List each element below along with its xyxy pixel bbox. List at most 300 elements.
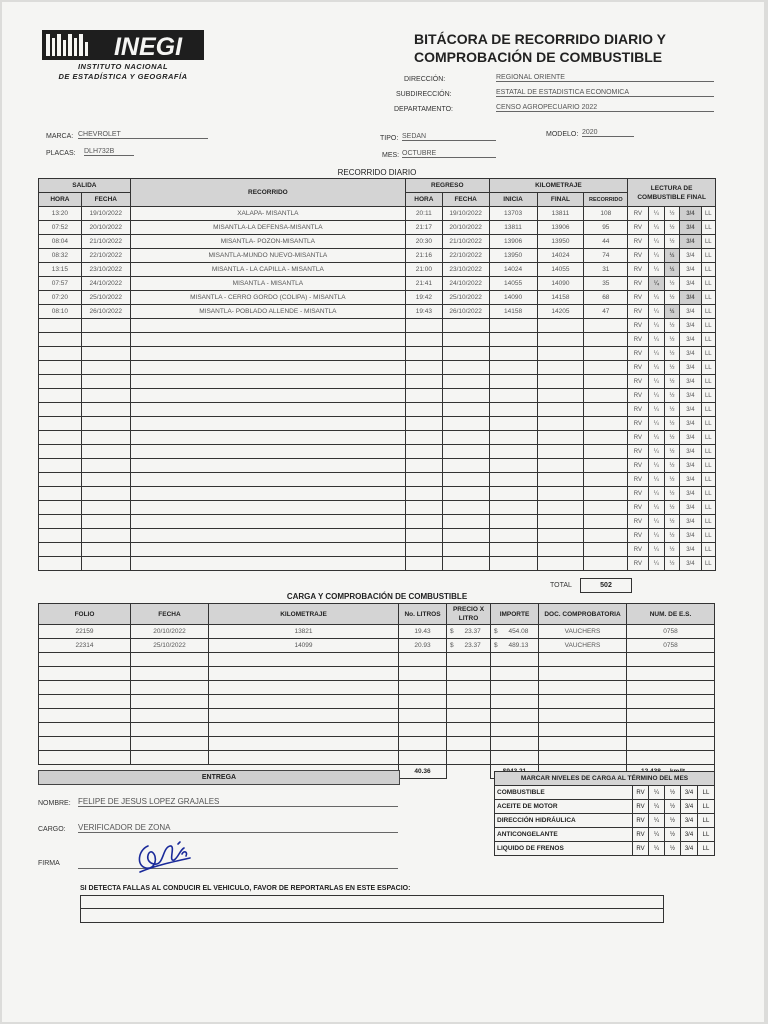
km-inicia	[489, 543, 537, 557]
salida-hora	[39, 515, 82, 529]
recorrido-row	[39, 249, 716, 263]
carga-doc	[539, 709, 627, 723]
regreso-header: REGRESO	[406, 179, 490, 193]
salida-fecha: 26/10/2022	[81, 305, 130, 319]
km-final	[537, 543, 584, 557]
nivel-option-2[interactable]: ½	[665, 814, 681, 828]
nivel-option-4[interactable]: LL	[698, 828, 715, 842]
nivel-option-2[interactable]: ½	[665, 842, 681, 856]
km-final: 14205	[537, 305, 584, 319]
carga-num-es	[627, 667, 715, 681]
subdireccion-label: SUBDIRECCIÓN:	[396, 91, 452, 98]
carga-importe: $ 489.13	[491, 639, 539, 653]
salida-hora: 07:57	[39, 277, 82, 291]
fuel-level-4: LL	[701, 235, 715, 249]
salida-fecha	[81, 487, 130, 501]
salida-hora	[39, 529, 82, 543]
nivel-row	[495, 828, 715, 842]
salida-fecha: 21/10/2022	[81, 235, 130, 249]
km-final	[537, 375, 584, 389]
carga-importe: $ 454.08	[491, 625, 539, 639]
salida-fecha: 20/10/2022	[81, 221, 130, 235]
fuel-level-3: 3/4	[680, 207, 701, 221]
km-inicia	[489, 417, 537, 431]
km-final	[537, 445, 584, 459]
km-recorrido	[584, 431, 628, 445]
salida-hora	[39, 473, 82, 487]
km-recorrido	[584, 361, 628, 375]
salida-hora: 13:15	[39, 263, 82, 277]
fuel-level-1: ¼	[648, 333, 664, 347]
fuel-level-3: 3/4	[680, 473, 701, 487]
fuel-level-2: ½	[664, 417, 679, 431]
regreso-fecha	[442, 557, 489, 571]
fuel-level-1: ¼	[648, 389, 664, 403]
salida-fecha	[81, 389, 130, 403]
km-recorrido	[584, 459, 628, 473]
fuel-level-2: ½	[664, 403, 679, 417]
carga-precio	[447, 653, 491, 667]
carga-fecha	[131, 737, 209, 751]
salida-fecha: 23/10/2022	[81, 263, 130, 277]
km-recorrido	[584, 473, 628, 487]
fuel-level-0: RV	[628, 347, 648, 361]
regreso-fecha	[442, 487, 489, 501]
km-recorrido	[584, 347, 628, 361]
fuel-level-2: ½	[664, 501, 679, 515]
carga-row	[39, 653, 715, 667]
fuel-level-4: LL	[701, 501, 715, 515]
recorrido-header: RECORRIDO	[130, 179, 405, 207]
nivel-option-1[interactable]: ¼	[649, 828, 665, 842]
recorrido-row	[39, 305, 716, 319]
carga-doc	[539, 667, 627, 681]
salida-hora	[39, 389, 82, 403]
recorrido-desc	[130, 333, 405, 347]
fuel-level-2: ½	[664, 305, 679, 319]
km-recorrido	[584, 445, 628, 459]
carga-litros	[399, 695, 447, 709]
salida-fecha	[81, 459, 130, 473]
nivel-option-1[interactable]: ¼	[649, 814, 665, 828]
regreso-fecha	[442, 431, 489, 445]
salida-fecha	[81, 473, 130, 487]
firma-line	[78, 868, 398, 869]
fuel-level-4: LL	[701, 277, 715, 291]
fuel-level-0: RV	[628, 361, 648, 375]
km-final	[537, 417, 584, 431]
fuel-level-3: 3/4	[680, 487, 701, 501]
regreso-hora	[406, 557, 443, 571]
fuel-level-2: ½	[664, 431, 679, 445]
regreso-fecha	[442, 347, 489, 361]
fuel-level-0: RV	[628, 487, 648, 501]
fuel-level-0: RV	[628, 333, 648, 347]
tipo-label: TIPO:	[380, 135, 399, 142]
cargo-value: VERIFICADOR DE ZONA	[78, 823, 398, 833]
fuel-level-0: RV	[628, 417, 648, 431]
regreso-fecha	[442, 501, 489, 515]
salida-fecha	[81, 445, 130, 459]
carga-doc	[539, 737, 627, 751]
fuel-level-4: LL	[701, 557, 715, 571]
km-recorrido	[584, 487, 628, 501]
km-recorrido: 108	[584, 207, 628, 221]
nivel-option-3[interactable]: 3/4	[681, 786, 698, 800]
regreso-fecha: 20/10/2022	[442, 221, 489, 235]
recorrido-desc	[130, 459, 405, 473]
fuel-level-0: RV	[628, 501, 648, 515]
carga-header-0: FOLIO	[39, 604, 131, 625]
fuel-level-0: RV	[628, 515, 648, 529]
form-page	[2, 2, 764, 1022]
fuel-level-1: ¼	[648, 277, 664, 291]
salida-fecha	[81, 375, 130, 389]
km-recorrido	[584, 319, 628, 333]
fallas-input[interactable]	[80, 895, 664, 923]
km-final	[537, 319, 584, 333]
regreso-fecha-header: FECHA	[442, 193, 489, 207]
salida-hora: 07:52	[39, 221, 82, 235]
salida-hora	[39, 319, 82, 333]
regreso-fecha: 25/10/2022	[442, 291, 489, 305]
fuel-level-1: ¼	[648, 249, 664, 263]
recorrido-desc: XALAPA- MISANTLA	[130, 207, 405, 221]
nivel-option-4[interactable]: LL	[698, 786, 715, 800]
fuel-level-1: ¼	[648, 459, 664, 473]
salida-hora	[39, 487, 82, 501]
km-inicia	[489, 319, 537, 333]
km-recorrido: 74	[584, 249, 628, 263]
regreso-fecha	[442, 389, 489, 403]
fuel-level-0: RV	[628, 221, 648, 235]
regreso-hora: 21:00	[406, 263, 443, 277]
recorrido-row	[39, 487, 716, 501]
salida-fecha	[81, 543, 130, 557]
nivel-option-1[interactable]: ¼	[649, 786, 665, 800]
km-final	[537, 333, 584, 347]
fuel-level-3: 3/4	[680, 557, 701, 571]
carga-num-es	[627, 751, 715, 765]
fuel-level-3: 3/4	[680, 347, 701, 361]
km-inicia	[489, 347, 537, 361]
km-final: 13811	[537, 207, 584, 221]
nivel-row	[495, 814, 715, 828]
carga-header-4: PRECIO X LITRO	[447, 604, 491, 625]
km-final	[537, 389, 584, 403]
kilometraje-header: KILOMETRAJE	[489, 179, 628, 193]
regreso-hora	[406, 487, 443, 501]
km-recorrido	[584, 501, 628, 515]
carga-precio: $ 23.37	[447, 625, 491, 639]
carga-importe	[491, 709, 539, 723]
salida-fecha	[81, 333, 130, 347]
fuel-level-1: ¼	[648, 515, 664, 529]
nivel-option-3[interactable]: 3/4	[681, 814, 698, 828]
carga-precio	[447, 695, 491, 709]
subdireccion-value: ESTATAL DE ESTADISTICA ECONOMICA	[496, 89, 714, 97]
carga-fecha	[131, 709, 209, 723]
carga-folio	[39, 681, 131, 695]
recorrido-row	[39, 361, 716, 375]
fuel-level-3: 3/4	[680, 249, 701, 263]
fuel-level-1: ¼	[648, 557, 664, 571]
carga-precio	[447, 723, 491, 737]
nivel-option-3[interactable]: 3/4	[681, 842, 698, 856]
nivel-option-2[interactable]: ½	[665, 828, 681, 842]
fuel-level-4: LL	[701, 543, 715, 557]
carga-precio	[447, 737, 491, 751]
nivel-option-0[interactable]: RV	[633, 814, 649, 828]
recorrido-row	[39, 529, 716, 543]
fuel-level-3: 3/4	[680, 277, 701, 291]
fuel-level-4: LL	[701, 445, 715, 459]
carga-kilometraje	[209, 695, 399, 709]
km-inicia	[489, 333, 537, 347]
nivel-option-0[interactable]: RV	[633, 800, 649, 814]
fuel-level-2: ½	[664, 487, 679, 501]
fuel-level-1: ¼	[648, 473, 664, 487]
recorrido-row	[39, 207, 716, 221]
carga-litros: 19.43	[399, 625, 447, 639]
fuel-level-3: 3/4	[680, 263, 701, 277]
fuel-level-1: ¼	[648, 417, 664, 431]
fuel-level-2: ½	[664, 277, 679, 291]
fuel-level-3: 3/4	[680, 543, 701, 557]
recorrido-km-header: RECORRIDO	[584, 193, 628, 207]
fuel-level-1: ¼	[648, 361, 664, 375]
recorrido-desc	[130, 529, 405, 543]
carga-fecha	[131, 751, 209, 765]
salida-hora: 07:20	[39, 291, 82, 305]
modelo-value: 2020	[582, 129, 634, 137]
nivel-option-1[interactable]: ¼	[649, 800, 665, 814]
km-inicia	[489, 515, 537, 529]
carga-fecha	[131, 681, 209, 695]
recorrido-desc	[130, 515, 405, 529]
carga-folio	[39, 667, 131, 681]
carga-kilometraje	[209, 667, 399, 681]
fuel-level-3: 3/4	[680, 361, 701, 375]
placas-value: DLH732B	[84, 148, 134, 156]
fuel-level-0: RV	[628, 403, 648, 417]
recorrido-desc	[130, 473, 405, 487]
km-final: 13906	[537, 221, 584, 235]
fuel-level-2: ½	[664, 515, 679, 529]
km-inicia	[489, 487, 537, 501]
carga-litros	[399, 653, 447, 667]
carga-doc	[539, 653, 627, 667]
fuel-level-2: ½	[664, 333, 679, 347]
form-title: BITÁCORA DE RECORRIDO DIARIO Y COMPROBACIÓN DE COMBUSTIBLE	[414, 31, 667, 65]
km-final	[537, 557, 584, 571]
marca-value: CHEVROLET	[78, 131, 208, 139]
carga-kilometraje: 13821	[209, 625, 399, 639]
carga-folio	[39, 751, 131, 765]
regreso-fecha: 19/10/2022	[442, 207, 489, 221]
modelo-label: MODELO:	[546, 131, 579, 138]
fuel-level-3: 3/4	[680, 235, 701, 249]
salida-hora	[39, 347, 82, 361]
nivel-option-3[interactable]: 3/4	[681, 800, 698, 814]
km-recorrido: 44	[584, 235, 628, 249]
fuel-level-4: LL	[701, 263, 715, 277]
regreso-hora: 20:11	[406, 207, 443, 221]
fuel-level-3: 3/4	[680, 445, 701, 459]
fuel-level-2: ½	[664, 347, 679, 361]
final-header: FINAL	[537, 193, 584, 207]
carga-importe	[491, 653, 539, 667]
carga-row	[39, 667, 715, 681]
carga-litros	[399, 737, 447, 751]
carga-litros	[399, 709, 447, 723]
fuel-level-4: LL	[701, 207, 715, 221]
salida-hora	[39, 557, 82, 571]
fuel-level-0: RV	[628, 235, 648, 249]
total-litros: 40.36	[399, 765, 447, 779]
institution-name: INSTITUTO NACIONAL DE ESTADÍSTICA Y GEOGRAFÍA	[58, 62, 188, 81]
fuel-level-4: LL	[701, 389, 715, 403]
carga-precio	[447, 681, 491, 695]
nivel-option-2[interactable]: ½	[665, 786, 681, 800]
regreso-fecha	[442, 333, 489, 347]
fuel-level-1: ¼	[648, 403, 664, 417]
km-recorrido	[584, 515, 628, 529]
recorrido-desc	[130, 557, 405, 571]
carga-kilometraje	[209, 681, 399, 695]
mes-value: OCTUBRE	[402, 150, 496, 158]
fuel-level-1: ¼	[648, 431, 664, 445]
nivel-option-1[interactable]: ¼	[649, 842, 665, 856]
fuel-level-3: 3/4	[680, 305, 701, 319]
total-label: TOTAL	[550, 582, 572, 589]
nivel-option-2[interactable]: ½	[665, 800, 681, 814]
km-final	[537, 473, 584, 487]
recorrido-row	[39, 263, 716, 277]
carga-precio: $ 23.37	[447, 639, 491, 653]
carga-folio	[39, 737, 131, 751]
km-final: 13950	[537, 235, 584, 249]
fuel-level-4: LL	[701, 375, 715, 389]
regreso-hora	[406, 529, 443, 543]
fuel-level-0: RV	[628, 543, 648, 557]
recorrido-row	[39, 235, 716, 249]
carga-litros: 20.93	[399, 639, 447, 653]
fuel-level-0: RV	[628, 459, 648, 473]
carga-kilometraje	[209, 737, 399, 751]
carga-fecha	[131, 667, 209, 681]
nivel-option-4[interactable]: LL	[698, 814, 715, 828]
regreso-fecha: 26/10/2022	[442, 305, 489, 319]
carga-num-es	[627, 709, 715, 723]
entrega-title: ENTREGA	[38, 770, 400, 785]
fuel-level-2: ½	[664, 291, 679, 305]
km-inicia	[489, 361, 537, 375]
km-recorrido: 35	[584, 277, 628, 291]
recorrido-row	[39, 445, 716, 459]
nivel-option-4[interactable]: LL	[698, 842, 715, 856]
fuel-level-2: ½	[664, 263, 679, 277]
signature-image	[134, 836, 196, 878]
km-final	[537, 459, 584, 473]
fuel-level-1: ¼	[648, 291, 664, 305]
km-inicia	[489, 431, 537, 445]
km-recorrido	[584, 543, 628, 557]
salida-fecha	[81, 347, 130, 361]
fuel-level-1: ¼	[648, 263, 664, 277]
recorrido-desc	[130, 445, 405, 459]
recorrido-desc	[130, 487, 405, 501]
km-inicia: 14024	[489, 263, 537, 277]
regreso-fecha	[442, 417, 489, 431]
nivel-option-0[interactable]: RV	[633, 828, 649, 842]
recorrido-row	[39, 333, 716, 347]
fuel-level-1: ¼	[648, 543, 664, 557]
fuel-level-1: ¼	[648, 487, 664, 501]
regreso-fecha: 22/10/2022	[442, 249, 489, 263]
km-final	[537, 347, 584, 361]
carga-row	[39, 695, 715, 709]
fuel-level-1: ¼	[648, 347, 664, 361]
salida-hora	[39, 459, 82, 473]
nivel-item: COMBUSTIBLE	[495, 786, 633, 800]
placas-label: PLACAS:	[46, 150, 76, 157]
km-inicia: 13950	[489, 249, 537, 263]
regreso-fecha	[442, 319, 489, 333]
recorrido-row	[39, 277, 716, 291]
km-recorrido	[584, 529, 628, 543]
salida-fecha: 22/10/2022	[81, 249, 130, 263]
recorrido-row	[39, 459, 716, 473]
fuel-level-2: ½	[664, 543, 679, 557]
carga-row	[39, 751, 715, 765]
nivel-row	[495, 842, 715, 856]
carga-row	[39, 681, 715, 695]
fuel-level-4: LL	[701, 431, 715, 445]
fuel-level-2: ½	[664, 207, 679, 221]
regreso-fecha: 21/10/2022	[442, 235, 489, 249]
regreso-fecha: 24/10/2022	[442, 277, 489, 291]
recorrido-row	[39, 291, 716, 305]
recorrido-row	[39, 347, 716, 361]
nivel-option-3[interactable]: 3/4	[681, 828, 698, 842]
salida-hora	[39, 543, 82, 557]
fuel-level-3: 3/4	[680, 333, 701, 347]
nivel-item: ACEITE DE MOTOR	[495, 800, 633, 814]
fuel-level-4: LL	[701, 417, 715, 431]
nivel-option-0[interactable]: RV	[633, 786, 649, 800]
regreso-hora	[406, 389, 443, 403]
regreso-hora	[406, 361, 443, 375]
salida-hora-header: HORA	[39, 193, 82, 207]
salida-fecha	[81, 529, 130, 543]
nivel-row	[495, 800, 715, 814]
nivel-option-0[interactable]: RV	[633, 842, 649, 856]
carga-doc	[539, 751, 627, 765]
salida-fecha	[81, 361, 130, 375]
nivel-option-4[interactable]: LL	[698, 800, 715, 814]
carga-num-es	[627, 723, 715, 737]
recorrido-desc	[130, 319, 405, 333]
km-recorrido: 68	[584, 291, 628, 305]
fuel-level-4: LL	[701, 487, 715, 501]
recorrido-row	[39, 375, 716, 389]
fuel-level-3: 3/4	[680, 221, 701, 235]
fuel-level-4: LL	[701, 361, 715, 375]
recorrido-row	[39, 543, 716, 557]
recorrido-desc	[130, 543, 405, 557]
carga-folio	[39, 653, 131, 667]
